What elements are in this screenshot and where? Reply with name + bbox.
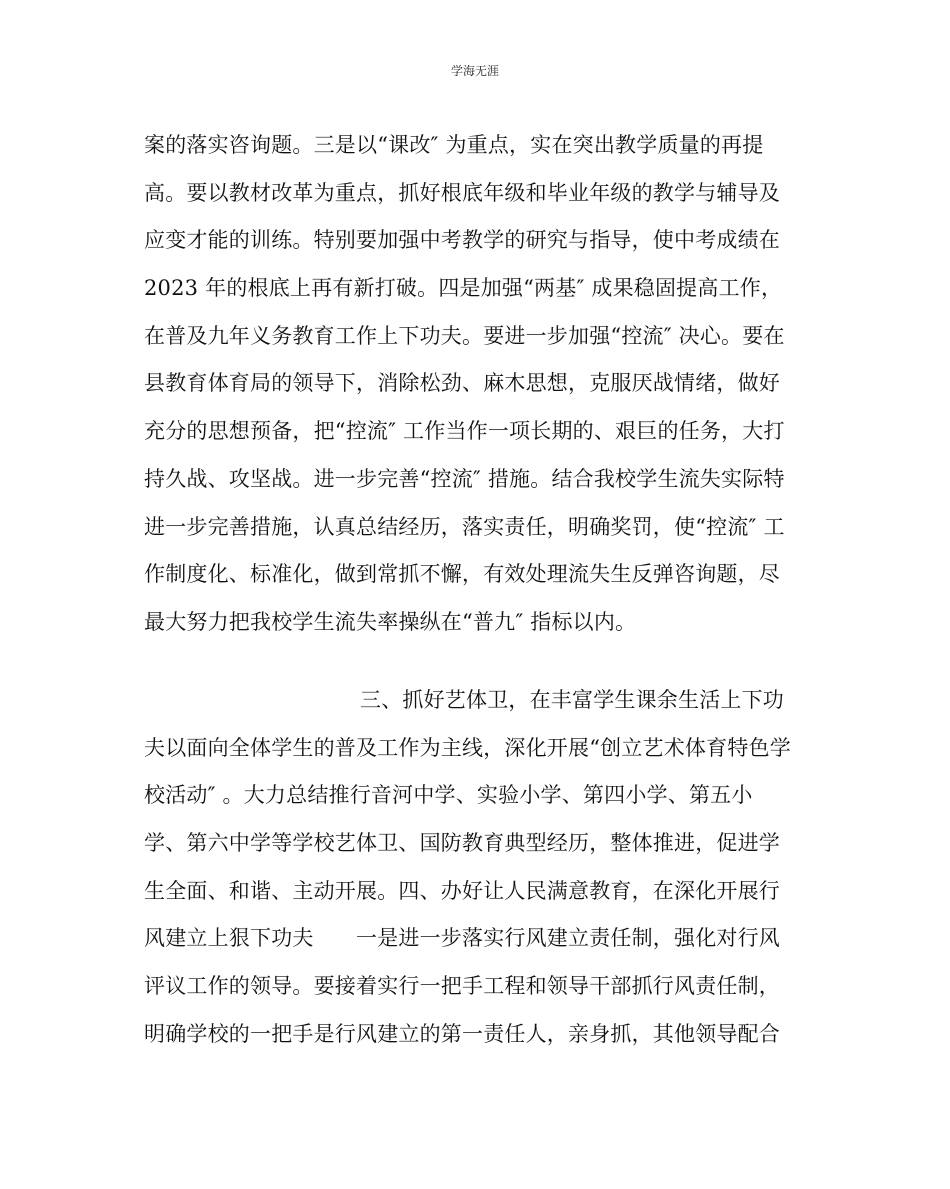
text-line: 风建立上狠下功夫 一是进一步落实行风建立责任制，强化对行风 xyxy=(144,926,780,951)
text-line: 持久战、攻坚战。进一步完善“控流″ 措施。结合我校学生流失实际特 xyxy=(144,466,785,491)
text-line: 最大努力把我校学生流失率操纵在“普九″ 指标以内。 xyxy=(144,609,637,634)
text-line: 夫以面向全体学生的普及工作为主线，深化开展“创立艺术体育特色学 xyxy=(144,735,791,760)
text-line: 作制度化、标准化，做到常抓不懈，有效处理流失生反弹咨询题，尽 xyxy=(144,562,780,587)
text-line: 2023 年的根底上再有新打破。四是加强“两基″ 成果稳固提高工作， xyxy=(144,276,783,301)
text-line: 生全面、和谐、主动开展。四、办好让人民满意教育，在深化开展行 xyxy=(144,878,780,903)
text-line: 进一步完善措施，认真总结经历，落实责任，明确奖罚，使“控流″ 工 xyxy=(144,514,785,539)
paragraph-1 xyxy=(144,133,814,658)
text-line: 在普及九年义务教育工作上下功夫。要进一步加强“控流″ 决心。要在 xyxy=(144,323,785,348)
section-heading-line: 三、抓好艺体卫，在丰富学生课余生活上下功 xyxy=(360,688,784,712)
text-line: 评议工作的领导。要接着实行一把手工程和领导干部抓行风责任制， xyxy=(144,974,780,999)
text-line: 案的落实咨询题。三是以“课改″ 为重点，实在突出教学质量的再提 xyxy=(144,133,764,157)
text-line: 高。要以教材改革为重点，抓好根底年级和毕业年级的教学与辅导及 xyxy=(144,180,780,205)
text-line: 明确学校的一把手是行风建立的第一责任人，亲身抓，其他领导配合 xyxy=(144,1021,780,1046)
text-line: 学、第六中学等学校艺体卫、国防教育典型经历，整体推进，促进学 xyxy=(144,831,780,856)
text-line: 县教育体育局的领导下，消除松劲、麻木思想，克服厌战情绪，做好 xyxy=(144,371,780,396)
text-line: 充分的思想预备，把“控流″ 工作当作一项长期的、艰巨的任务，大打 xyxy=(144,419,785,444)
text-line: 校活动″ 。大力总结推行音河中学、实验小学、第四小学、第五小 xyxy=(144,783,753,808)
page-header: 学海无涯 xyxy=(450,64,499,78)
text-line: 应变才能的训练。特别要加强中考教学的研究与指导，使中考成绩在 xyxy=(144,228,780,253)
paragraph-2 xyxy=(144,688,814,1070)
